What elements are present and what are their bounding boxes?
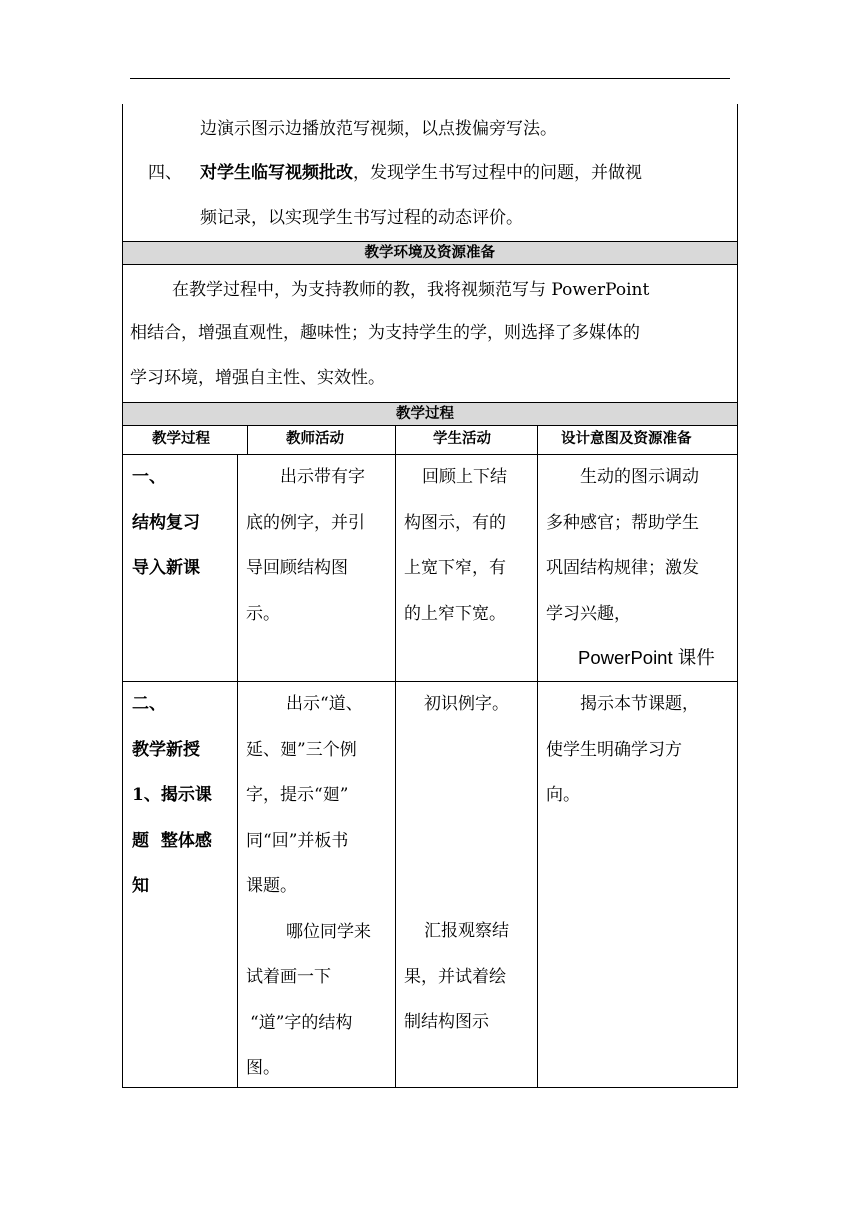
- student-line: 汇报观察结: [424, 921, 509, 941]
- student-line: 制结构图示: [404, 1012, 489, 1032]
- intro-item-bold: 对学生临写视频批改: [200, 163, 353, 183]
- intro-item-cont: 频记录，以实现学生书写过程的动态评价。: [200, 208, 523, 228]
- stage-line: 题 整体感: [132, 830, 212, 851]
- stage-cell: [132, 682, 212, 910]
- col-divider-3: [537, 425, 538, 1087]
- design-cell: [546, 455, 699, 637]
- intro-item-rest: ，发现学生书写过程中的问题，并做视: [353, 163, 642, 183]
- teacher-line: 导回顾结构图: [246, 558, 348, 578]
- row-border: [122, 264, 738, 265]
- design-line: 巩固结构规律；激发: [546, 558, 699, 578]
- teacher-activity-cell: [246, 682, 371, 1092]
- teacher-activity-cell: [246, 455, 365, 637]
- stage-cell: [132, 455, 200, 592]
- intro-line: 边演示图示边播放范写视频，以点拨偏旁写法。: [200, 119, 557, 139]
- design-line: 揭示本节课题，: [580, 694, 699, 714]
- resource-label: PowerPoint 课件: [578, 647, 715, 668]
- student-line: 果，并试着绘: [404, 966, 506, 987]
- col-divider-2: [395, 425, 396, 1087]
- student-line: 上宽下窄，有: [404, 558, 506, 578]
- design-line: 使学生明确学习方: [546, 739, 682, 760]
- list-number: 四、: [148, 163, 182, 183]
- student-line: 构图示，有的: [404, 512, 506, 533]
- student-line: 的上窄下宽。: [404, 603, 506, 624]
- student-activity-cell: [404, 682, 509, 728]
- header-rule: [130, 78, 730, 79]
- column-header: 学生活动: [433, 431, 491, 447]
- design-line: 向。: [546, 785, 580, 805]
- design-line: 生动的图示调动: [580, 467, 699, 487]
- column-header: 教学过程: [152, 431, 210, 447]
- stage-line: 一、: [132, 467, 166, 487]
- row-border: [122, 425, 738, 426]
- col-divider-1a: [247, 425, 248, 454]
- stage-line: 结构复习: [132, 512, 200, 533]
- teacher-line: 同“回”并板书: [246, 830, 349, 851]
- table-border-bottom: [122, 1087, 738, 1088]
- teacher-line: 出示“道、: [286, 694, 363, 714]
- teacher-line: 底的例字，并引: [246, 512, 365, 533]
- process-title: 教学过程: [396, 406, 454, 422]
- table-border-right: [737, 104, 738, 1087]
- stage-line: 知: [132, 876, 149, 896]
- intro-item-text: [200, 163, 642, 183]
- student-activity-cell: [404, 909, 509, 1046]
- teacher-line: 出示带有字: [280, 467, 365, 487]
- teacher-line: 图。: [246, 1058, 280, 1078]
- env-paragraph-line: 相结合，增强直观性，趣味性；为支持学生的学，则选择了多媒体的: [130, 323, 640, 343]
- row-border: [122, 241, 738, 242]
- column-header: 设计意图及资源准备: [561, 431, 692, 447]
- env-title: 教学环境及资源准备: [364, 245, 495, 261]
- student-line: 回顾上下结: [422, 467, 507, 487]
- stage-line: 二、: [132, 694, 166, 714]
- env-paragraph-line: 在教学过程中，为支持教师的教，我将视频范写与 PowerPoint: [172, 280, 650, 300]
- teacher-line: 延、廻”三个例: [246, 739, 357, 760]
- row-border: [122, 402, 738, 403]
- col-divider-1b: [237, 454, 238, 1087]
- design-cell: [546, 682, 699, 819]
- stage-line: 1、揭示课: [132, 785, 212, 805]
- design-line: 多种感官；帮助学生: [546, 512, 699, 533]
- teacher-line: 课题。: [246, 876, 297, 896]
- teacher-line: 示。: [246, 603, 280, 624]
- teacher-line: 哪位同学来: [286, 921, 371, 942]
- student-activity-cell: [404, 455, 507, 637]
- table-border-left: [122, 104, 123, 1087]
- stage-line: 导入新课: [132, 558, 200, 578]
- design-line: 学习兴趣，: [546, 603, 631, 624]
- teacher-line: “道”字的结构: [250, 1012, 353, 1033]
- student-line: 初识例字。: [424, 694, 509, 714]
- teacher-line: 字，提示“廻”: [246, 785, 349, 805]
- stage-line: 教学新授: [132, 739, 200, 760]
- column-header: 教师活动: [286, 431, 344, 447]
- env-paragraph-line: 学习环境，增强自主性、实效性。: [130, 368, 385, 388]
- teacher-line: 试着画一下: [246, 967, 331, 987]
